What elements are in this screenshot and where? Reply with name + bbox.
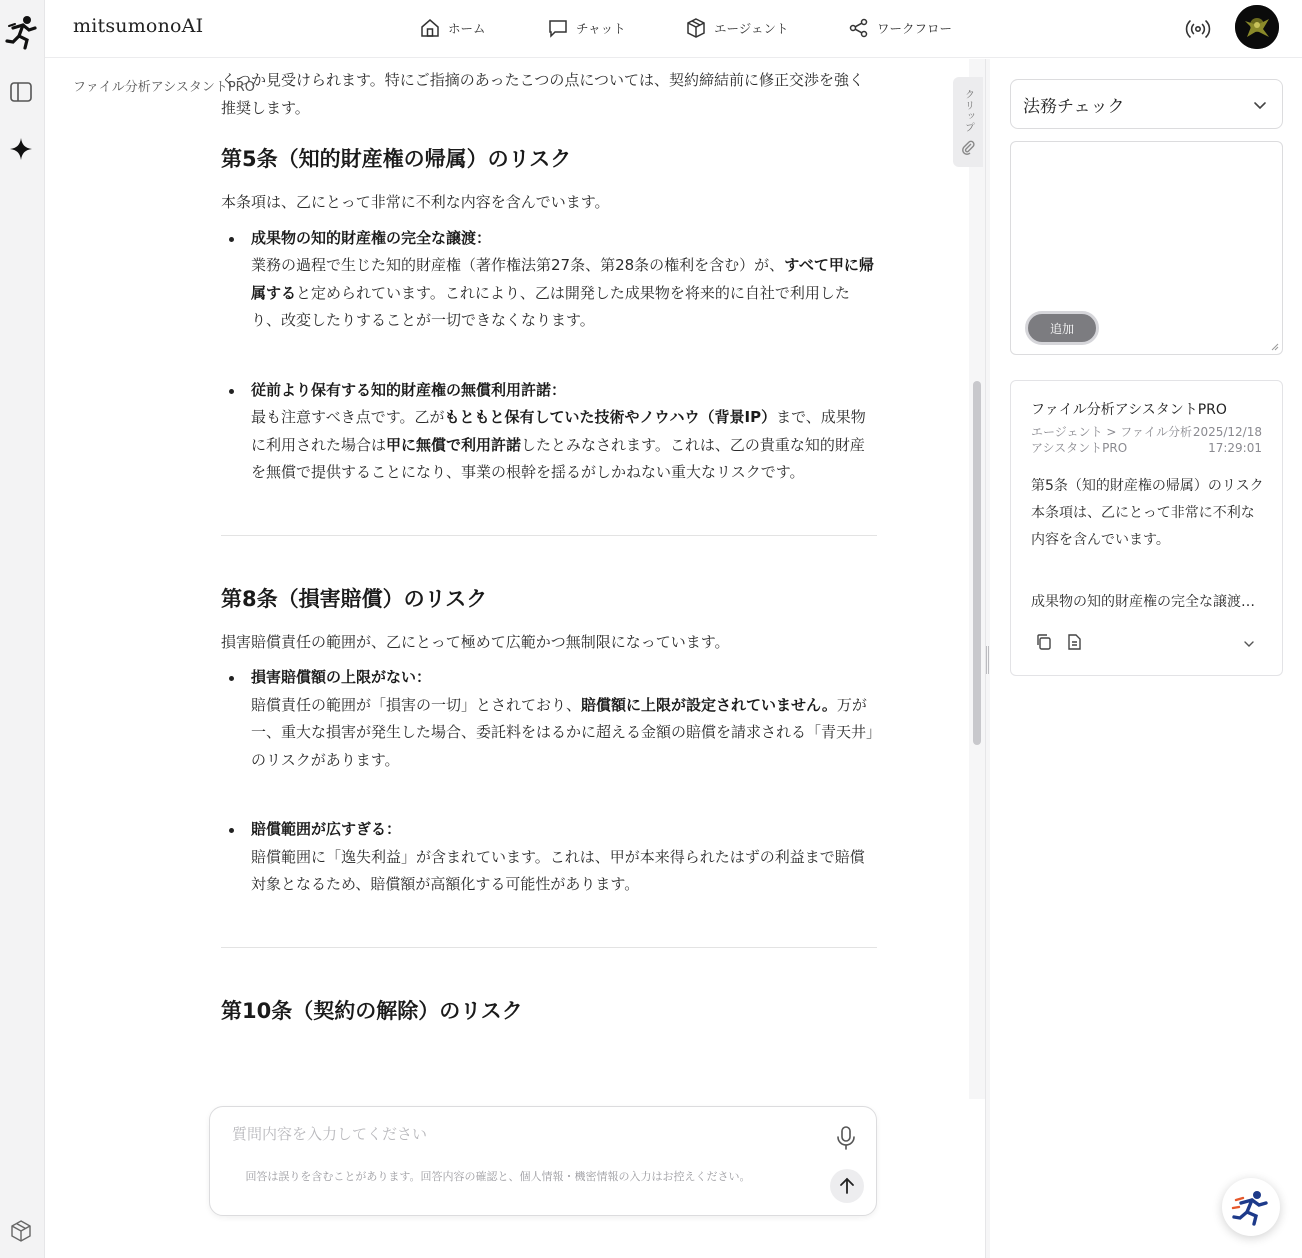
cut-paragraph [221,67,877,122]
avatar[interactable] [1235,5,1279,49]
card-body-line: 第5条（知的財産権の帰属）のリスク [1031,478,1264,494]
resize-grip[interactable] [986,646,989,674]
paperclip-icon [961,139,975,155]
item-text: と定められています。これにより、乙は開発した成果物を将来的に自社で利用したり、改変したりすることが一切できなくなります。 [251,283,850,329]
card-preview: 成果物の知的財産権の完全な譲渡… [1031,594,1255,610]
question-input[interactable] [232,1125,812,1143]
card-title: ファイル分析アシスタントPRO [1031,402,1227,418]
chat-icon [548,18,568,38]
card-path: エージェント > ファイル分析アシスタントPRO [1031,425,1192,455]
chevron-down-icon [1252,97,1268,113]
risk-list [221,225,877,487]
chat-input-box[interactable] [209,1106,877,1216]
mode-select-value: 法務チェック [1023,96,1125,117]
list-item [221,377,877,487]
broadcast-icon[interactable] [1185,16,1211,42]
disclaimer: 回答は誤りを含むことがあります。回答内容の確認と、個人情報・機密情報の入力はお控えください。 [245,1170,751,1183]
resize-handle-icon[interactable] [1271,343,1279,351]
item-text: 業務の過程で生じた知的財産権（著作権法第27条、第28条の権利を含む）が、 [251,256,785,274]
list-item [221,816,877,899]
share-icon [849,18,869,38]
card-body [1031,473,1267,554]
nav-agent-label: エージェント [714,21,789,36]
cube-outline-icon[interactable] [8,1218,34,1244]
risk-list [221,664,877,899]
response-document [221,71,877,1026]
main-nav [420,16,979,40]
top-header [45,0,1302,58]
list-item [221,225,877,335]
section-divider [221,947,877,948]
section-heading: 第10条（契約の解除）のリスク [221,998,523,1023]
section-intro: 本条項は、乙にとって非常に不利な内容を含んでいます。 [221,193,610,211]
item-lead: 成果物の知的財産権の完全な譲渡： [251,228,492,247]
history-card[interactable] [1010,380,1283,676]
card-date: 2025/12/18 [1192,425,1262,439]
item-text: 最も注意すべき点です。乙が [251,408,445,426]
item-text: したとみなされます。これは、乙の貴重な知的財産を無償で提供することになり、事業の根幹を揺るがしかねない重大なリスクです。 [251,435,865,481]
section-divider [221,535,877,536]
add-button[interactable]: 追加 [1025,311,1099,345]
item-text: まで、成果物に利用された場合は [251,408,866,454]
nav-workflow-label: ワークフロー [877,21,953,36]
section-heading: 第8条（損害賠償）のリスク [221,586,488,611]
clip-label: クリップ [962,89,974,133]
chat-main [45,59,985,1258]
card-time: 17:29:01 [1208,441,1262,455]
card-datetime [1193,424,1262,456]
assistant-fab[interactable] [1222,1178,1280,1236]
copy-icon[interactable] [1035,633,1053,651]
scrollbar-thumb[interactable] [973,381,981,745]
item-lead: 従前より保有する知的財産権の無償利用許諾： [251,380,567,399]
cube-icon [686,18,706,38]
card-actions [1035,633,1083,651]
list-item [221,664,877,774]
chevron-down-icon[interactable] [1242,637,1256,651]
prompt-textarea[interactable] [1010,141,1283,355]
item-body [251,404,877,487]
breadcrumb[interactable]: ファイル分析アシスタントPRO [73,80,255,95]
nav-chat-label: チャット [576,21,626,36]
nav-chat[interactable] [548,16,686,40]
clip-tab[interactable] [953,77,983,167]
document-icon[interactable] [1065,633,1083,651]
sparkle-icon[interactable] [8,136,34,162]
item-bold: 甲に無償で利用許諾 [386,435,522,454]
brand-name[interactable]: mitsumonoAI [73,15,204,37]
nav-home-label: ホーム [448,21,486,36]
nav-home[interactable] [420,16,548,40]
section-intro: 損害賠償責任の範囲が、乙にとって極めて広範かつ無制限になっています。 [221,632,730,651]
item-bold: 賠償額に上限が設定されていません。 [581,695,837,714]
sidebar-toggle-icon[interactable] [8,79,34,105]
nav-workflow[interactable] [849,16,979,40]
mic-icon[interactable] [834,1125,858,1151]
nav-agent[interactable] [686,16,849,40]
item-body [251,692,877,775]
left-rail [0,0,45,1258]
item-lead: 損害賠償額の上限がない： [251,668,432,686]
item-body [251,252,877,335]
item-body: 賠償範囲に「逸失利益」が含まれています。これは、甲が本来得られたはずの利益まで賠償対象となるため、賠償額が高額化する可能性があります。 [251,847,865,893]
section-heading: 第5条（知的財産権の帰属）のリスク [221,147,572,171]
right-panel [990,59,1302,1258]
card-body-line: 本条項は、乙にとって非常に不利な内容を含んでいます。 [1031,505,1255,548]
runner-logo-icon[interactable] [5,14,39,50]
runner-fab-icon [1231,1187,1271,1227]
home-icon [420,18,440,38]
item-text: 万が一、重大な損害が発生した場合、委託料をはるかに超える金額の賠償を請求される「青天井」のリスクがあります。 [251,695,874,769]
item-bold: すべて甲に帰属する [251,256,874,302]
item-bold: もともと保有していた技術やノウハウ（背景IP） [444,408,777,426]
mode-select[interactable] [1010,79,1283,129]
item-text: 賠償責任の範囲が「損害の一切」とされており、 [251,695,582,714]
cut-text: くつか見受けられます。特にご指摘のあったこつの点については、契約締結前に修正交渉を強く推奨します。 [221,71,865,117]
item-lead: 賠償範囲が広すぎる： [251,820,402,838]
